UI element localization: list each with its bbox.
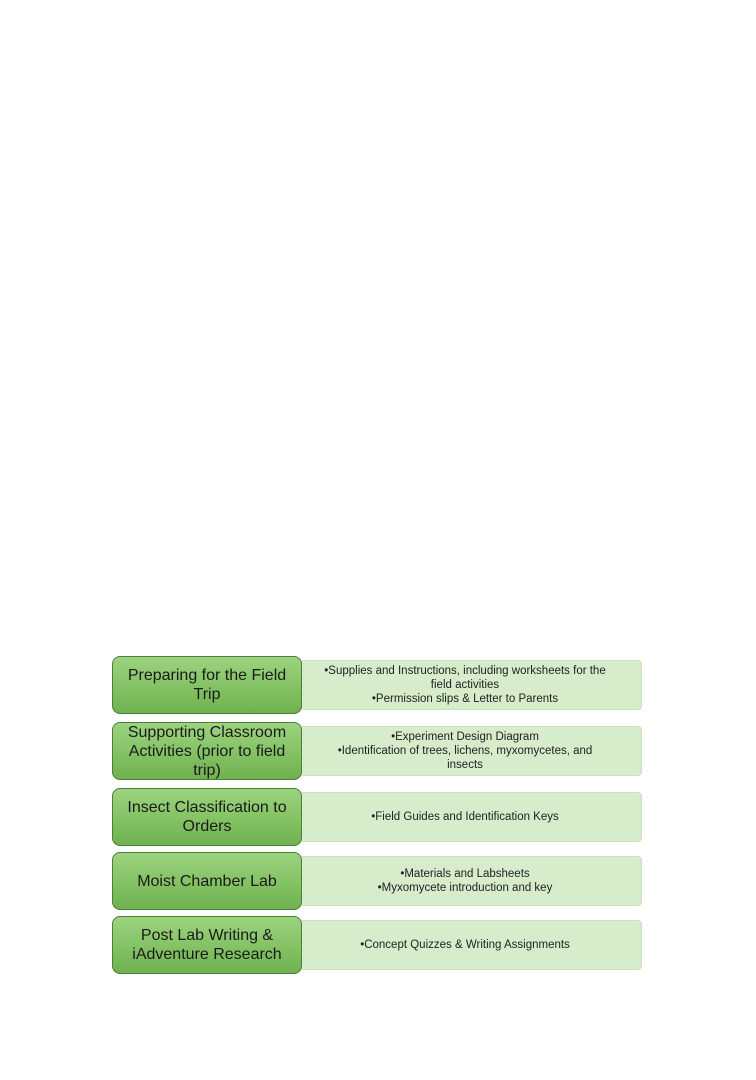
detail-box [300, 920, 642, 970]
detail-box [300, 792, 642, 842]
activity-flow-diagram [112, 656, 642, 978]
diagram-row-supporting [112, 722, 642, 784]
detail-box [300, 660, 642, 710]
bullet-item: •Myxomycete introduction and key [377, 882, 553, 894]
bullet-item: •Permission slips & Letter to Parents [371, 693, 559, 705]
diagram-row-preparing [112, 656, 642, 718]
step-box: Post Lab Writing & iAdventure Research [112, 916, 302, 974]
step-box: Preparing for the Field Trip [112, 656, 302, 714]
diagram-row-post-lab [112, 916, 642, 978]
bullet-item: •Materials and Labsheets [400, 868, 530, 880]
bullet-item: •Experiment Design Diagram [391, 731, 539, 743]
bullet-item: •Concept Quizzes & Writing Assignments [360, 939, 570, 951]
step-box: Insect Classification to Orders [112, 788, 302, 846]
diagram-row-moist-chamber [112, 852, 642, 914]
step-box: Moist Chamber Lab [112, 852, 302, 910]
bullet-item: •Field Guides and Identification Keys [371, 811, 559, 823]
diagram-row-insect [112, 788, 642, 850]
step-box: Supporting Classroom Activities (prior to field trip) [112, 722, 302, 780]
detail-box [300, 726, 642, 776]
detail-box [300, 856, 642, 906]
bullet-item: •Identification of trees, lichens, myxomycetes, and insects [337, 745, 593, 771]
bullet-item: •Supplies and Instructions, including worksheets for the field activities [324, 665, 606, 691]
